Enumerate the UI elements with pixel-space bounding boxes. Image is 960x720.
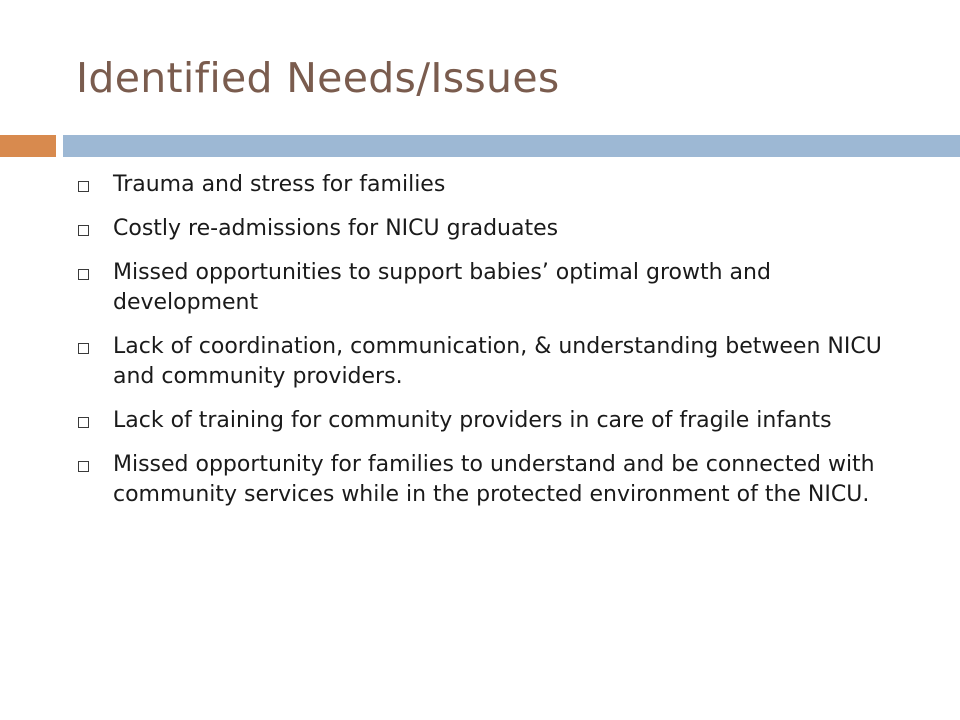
bullet-item xyxy=(75,258,905,318)
bullet-item xyxy=(75,214,905,244)
bullet-text: Missed opportunities to support babies’ optimal growth and development xyxy=(113,260,771,315)
bullet-item xyxy=(75,450,905,510)
bullet-item xyxy=(75,170,905,200)
bullet-text: Missed opportunity for families to understand and be connected with community services while in the protected environment of the NICU. xyxy=(113,452,875,507)
slide-title: Identified Needs/Issues xyxy=(76,54,560,102)
accent-bar-blue xyxy=(63,135,960,157)
bullet-item xyxy=(75,332,905,392)
hollow-square-icon xyxy=(78,225,89,236)
hollow-square-icon xyxy=(78,461,89,472)
hollow-square-icon xyxy=(78,181,89,192)
bullet-text: Lack of training for community providers in care of fragile infants xyxy=(113,408,832,433)
bullet-text: Costly re-admissions for NICU graduates xyxy=(113,216,559,241)
bullet-list xyxy=(75,170,905,524)
hollow-square-icon xyxy=(78,269,89,280)
hollow-square-icon xyxy=(78,343,89,354)
bullet-item xyxy=(75,406,905,436)
accent-bar-orange xyxy=(0,135,56,157)
bullet-text: Trauma and stress for families xyxy=(113,172,446,197)
bullet-text: Lack of coordination, communication, & understanding between NICU and community providers. xyxy=(113,334,882,389)
hollow-square-icon xyxy=(78,417,89,428)
